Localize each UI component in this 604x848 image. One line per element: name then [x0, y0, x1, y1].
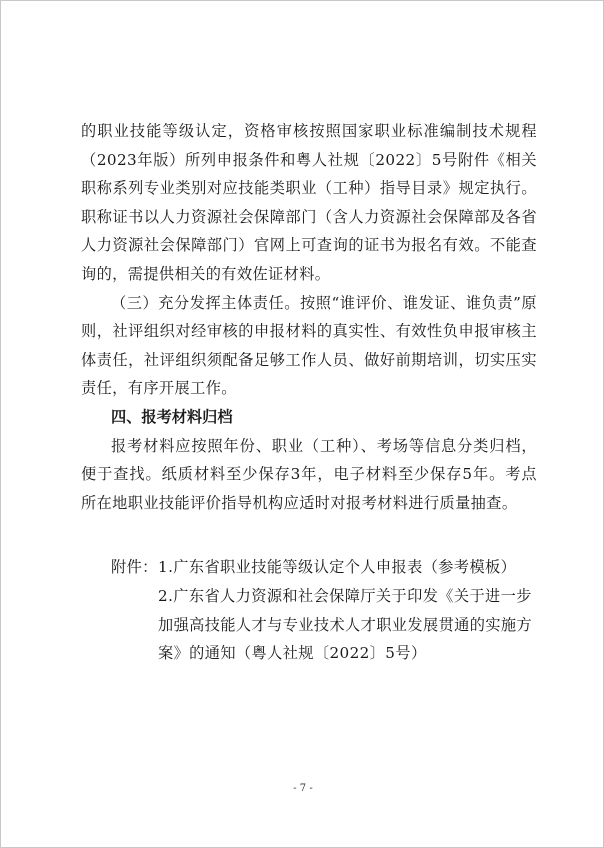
page-number: - 7 -	[293, 783, 313, 794]
attachments-list	[158, 553, 537, 667]
paragraph-qualification-review: 的职业技能等级认定，资格审核按照国家职业标准编制技术规程（2023年版）所列申报条件和粤人社规〔2022〕5号附件《相关职称系列专业类别对应技能类职业（工种）指导目录》规定执行。职称证书以人力资源社会保障部门（含人力资源社会保障部及各省人力资源社会保障部门）官网上可查询的证书为报名有效。不能查询的，需提供相关的有效佐证材料。	[81, 122, 537, 283]
paragraph-responsibility: （三）充分发挥主体责任。按照“谁评价、谁发证、谁负责”原则，社评组织对经审核的申报材料的真实性、有效性负申报审核主体责任，社评组织须配备足够工作人员、做好前期培训，切实压实责任，有序开展工作。	[81, 293, 537, 398]
attachments-label: 附件：	[111, 558, 158, 577]
attachment-item-1: 1.广东省职业技能等级认定个人申报表（参考模板）	[158, 558, 517, 577]
paragraph-archiving: 报考材料应按照年份、职业（工种）、考场等信息分类归档，便于查找。纸质材料至少保存3年，电子材料至少保存5年。考点所在地职业技能评价指导机构应适时对报考材料进行质量抽查。	[81, 436, 537, 512]
page-content	[81, 117, 537, 668]
attachments-block	[81, 553, 537, 667]
spacer	[81, 517, 537, 553]
section-heading-archiving: 四、报考材料归档	[111, 407, 233, 426]
attachment-item-2: 2.广东省人力资源和社会保障厅关于印发《关于进一步加强高技能人才与专业技术人才职业发展贯通的实施方案》的通知（粤人社规〔2022〕5号）	[158, 586, 533, 663]
